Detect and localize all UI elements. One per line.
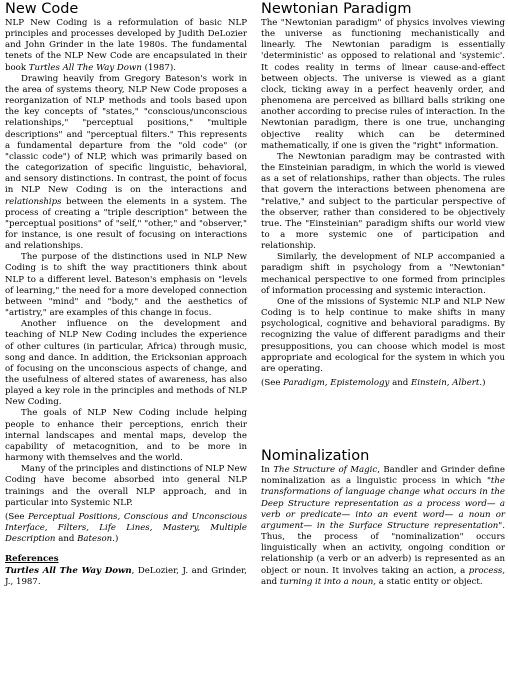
book-title: Turtles All The Way Down [28,62,142,73]
nominalization-paragraph [261,465,505,588]
emphasis: turning it into a noun, [279,576,376,587]
references-heading: References [5,554,59,565]
text: NLP New Coding is a reformulation of basic NLP principles and processes developed by Judith DeLozier and John Grinder in the late 1980s. The fundamental tenets of the NLP New Code are encapsulated in their book [5,18,247,73]
newtonian-paragraph-3: Similarly, the development of NLP accompanied a paradigm shift in psychology from a "Newtonian" mechanical perspective to one formed from principles of information processing and systemic interaction. [261,252,505,296]
new-code-paragraph-1 [5,18,247,74]
new-code-paragraph-6: Many of the principles and distinctions of NLP New Coding have become absorbed into general NLP trainings and the overall NLP approach, and in particular into Systemic NLP. [5,464,247,508]
text: , DeLozier, J. and Grinder, J., 1987. [5,565,247,587]
text: (See [261,378,284,388]
text: Drawing heavily from Gregory Bateson's work in the area of systems theory, NLP New Code proposes a reorganization of NLP methods and tools based upon the key concepts of "states," "conscious/unconscious relationships," "perceptual positions," "multiple descriptions" and "perceptual filters." This represents a fundamental departure from the "old code" (or "classic code") of NLP, which was primarily based on the categorization of specific linguistic, behavioral, and sensory distinctions. In contrast, the point of focus in NLP New Coding is on the interactions and [5,73,247,196]
emphasis: relationships [5,196,62,207]
text: and [261,576,280,587]
emphasis: process, [468,565,505,576]
new-code-paragraph-3: The purpose of the distinctions used in NLP New Coding is to shift the way practitioners think about NLP to a different level. Bateson's emphasis on "levels of learning," the need for a more developed connection between "mind" and "body," and the aesthetics of "artistry," are examples of this change in focus. [5,252,247,319]
text: Thus, the process of "nominalization" occurs linguistically when an activity, ongoing condition or relationship (a verb or an adverb) is represented as an object or noun. It involves taking an action, a [261,532,505,576]
left-column [5,0,247,588]
newtonian-see-also [261,378,505,389]
new-code-paragraph-2 [5,74,247,253]
text: a static entity or object. [376,576,483,587]
text: ) [114,534,119,545]
reference-title: Turtles All The Way Down [5,565,132,576]
new-code-paragraph-5: The goals of NLP New Coding include helping people to enhance their perceptions, enrich their internal landscapes and mental maps, develop the capability of metacognition, and to be more in harmony with themselves and the world. [5,408,247,464]
new-code-paragraph-4: Another influence on the development and teaching of NLP New Coding includes the experience of other cultures (in particular, Africa) through music, song and dance. In addition, the Ericksonian approach of focusing on the unconscious aspects of change, and the usefulness of altered states of awareness, has also played a key role in the principles and methods of NLP New Coding. [5,319,247,408]
see-also-link[interactable]: Einstein, Albert [410,378,480,388]
reference-item [5,566,247,588]
new-code-see-also [5,512,247,545]
text: .) [479,378,486,388]
quotation: "the transformations of language change what occurs in the Deep Structure representation as a process word— a verb or predicate— into an event word— a noun or argument— in the Surface Structure representation". [261,476,505,531]
right-column [261,0,505,588]
section-title-newtonian-paradigm: Newtonian Paradigm [261,1,412,17]
newtonian-paragraph-4: One of the missions of Systemic NLP and NLP New Coding is to help continue to make shifts in many psychological, cognitive and behavioral paradigms. By recognizing the value of different paradigms and their presuppositions, you can choose which model is most appropriate and ecological for the system in which you are operating. [261,296,505,374]
see-also-links[interactable]: Perceptual Positions, Conscious and Unconscious Interface, Filters, Life Lines, Mastery, Multiple Description [5,511,247,545]
section-title-nominalization: Nominalization [261,448,370,465]
see-also-link[interactable]: Bateson. [77,534,115,545]
text: , Bandler and Grinder define nominalization as a linguistic process in which [261,465,505,487]
book-title: The Structure of Magic [273,465,378,476]
text: and [55,534,78,545]
section-title-new-code: New Code [5,1,79,17]
newtonian-paragraph-1: The "Newtonian paradigm" of physics involves viewing the universe as functioning mechanistically and linearly. The Newtonian paradigm is essentially 'deterministic' as opposed to relational and 'systemic'. It codes reality in terms of linear cause-and-effect between objects. The universe is viewed as a giant clock, ticking away in a perfect heavenly order, and phenomena are perceived as billiard balls striking one another according to precise rules of interaction. In the Newtonian paradigm, there is one true, unchanging objective reality which can be determined mathematically, if one is given the "right" information. [261,18,505,151]
see-also-links[interactable]: Paradigm, Epistemology [283,378,390,388]
text: (See [5,511,29,522]
newtonian-paragraph-2: The Newtonian paradigm may be contrasted with the Einsteinian paradigm, in which the world is viewed as a set of relationships, rather than objects. The rules that govern the interactions between phenomena are "relative," and subject to the particular perspective of the observer, rather than considered to be objectively true. The "Einsteinian" paradigm shifts our world view to a more systemic one of participation and relationship. [261,151,505,252]
text: and [389,378,411,388]
text: (1987). [141,62,176,73]
text: In [261,465,274,476]
text: between the elements in a system. The process of creating a "triple description" between the "perceptual positions" of "self," "other," and "observer," for instance, is one result of focusing on interactions and relationships. [5,196,247,252]
